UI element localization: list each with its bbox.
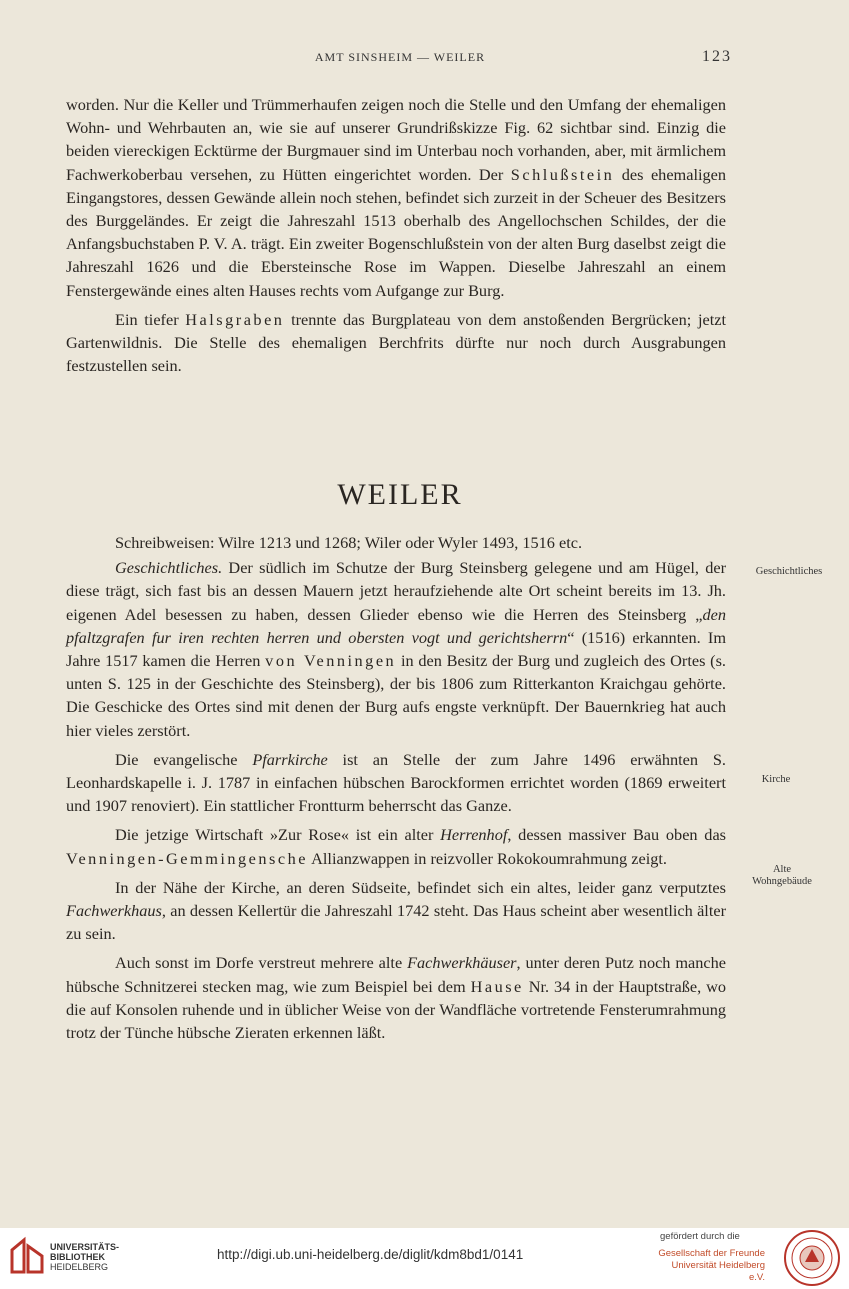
text-run: Nr. 34 in der Hauptstraße, wo die auf Konsolen ruhende und in üblicher Weise von der Wandfläche vortretende Fensterumrahmung trotz der Tünche hübsche Zieraten erkennen läßt.	[66, 976, 727, 1043]
text-run: Die evangelische	[115, 749, 253, 769]
paragraph-spellings: Schreibweisen: Wilre 1213 und 1268; Wiler oder Wyler 1493, 1516 etc.	[115, 533, 583, 552]
library-name-line: UNIVERSITÄTS-	[50, 1242, 120, 1252]
paragraph-inn	[66, 823, 726, 869]
section-heading: WEILER	[337, 478, 463, 511]
running-head: AMT SINSHEIM — WEILER	[314, 50, 486, 64]
permalink-url[interactable]: http://digi.ub.uni-heidelberg.de/diglit/kdm8bd1/0141	[217, 1247, 524, 1262]
sponsor-label: gefördert durch die	[660, 1231, 740, 1242]
text-run: ist an Stelle der zum Jahre 1496 erwähnten S. Leonhardskapelle i. J. 1787 in einfachen hübschen Barockformen errichtet worden (1869 erweitert und 1907 renoviert). Ein stattlicher Frontturm beherrscht das Ganze.	[66, 749, 726, 816]
paragraph-history	[66, 556, 726, 742]
text-run: Ein tiefer	[115, 309, 186, 329]
sponsor-line: Universität Heidelberg e.V.	[671, 1260, 765, 1283]
spaced-term-hause: Hause	[470, 976, 524, 996]
text-run: Der südlich im Schutze der Burg Steinsberg gelegene und am Hügel, der diese trägt, sich fast bis an dessen Mauern jetzt heraufziehende alte Ort scheint bereits im 13. Jh. eigenen Adel besessen zu haben, dessen Glieder ebenso wie die Herren des Steinsberg „	[66, 558, 726, 624]
spaced-term-venningen: von Venningen	[265, 651, 397, 671]
body-text-top	[66, 93, 726, 377]
text-run: Allianzwappen in reizvoller Rokokoumrahmung zeigt.	[307, 848, 667, 868]
text-run: trennte das Burgplateau von dem anstoßenden Bergrücken; jetzt Gartenwildnis. Die Stelle des ehemaligen Berchfrits dürfte nur noch durch Ausgrabungen festzustellen sein.	[66, 309, 727, 376]
university-seal-icon	[783, 1229, 841, 1287]
text-run: , dessen massiver Bau oben das	[507, 825, 727, 845]
page-number: 123	[702, 48, 732, 65]
paragraph-village-houses	[66, 951, 726, 1044]
body-text-weiler	[66, 531, 726, 1044]
spaced-term-venningen-gemmingen: Venningen-Gemmingensche	[66, 848, 308, 868]
university-library-logo-icon[interactable]	[8, 1236, 48, 1276]
term-herrenhof: Herrenhof	[440, 825, 508, 845]
library-name-line: BIBLIOTHEK	[50, 1252, 105, 1262]
quotation: den pfaltzgrafen fur iren rechten herren und obersten vogt und gerichtsherrn	[66, 604, 726, 647]
paragraph-fachwerkhaus	[66, 876, 726, 946]
library-name-line: HEIDELBERG	[50, 1262, 109, 1272]
paragraph-church	[66, 748, 726, 818]
spaced-term-halsgraben: Halsgraben	[185, 309, 285, 329]
text-run: Auch sonst im Dorfe verstreut mehrere alte	[115, 953, 408, 973]
text-run: , an dessen Kellertür die Jahreszahl 1742 steht. Das Haus scheint aber wesentlich älter zu sein.	[66, 901, 726, 944]
text-run: In der Nähe der Kirche, an deren Südseite, befindet sich ein altes, leider ganz verputztes	[115, 877, 726, 897]
spaced-term-schlussstein: Schlußstein	[510, 164, 615, 184]
text-run: Die jetzige Wirtschaft »Zur Rose« ist ein alter	[115, 825, 441, 845]
term-fachwerkhaus: Fachwerkhaus	[66, 901, 162, 921]
sponsor-name[interactable]	[655, 1248, 765, 1284]
text-run: oberhalb des Angellochschen Schildes, der die Anfangsbuchstaben P. V. A. trägt. Ein zweiter Bogenschlußstein von der alten Burg daselbst zeigt die Jahreszahl 1626 und die Ebersteinsche Rose im Wappen. Dieselbe Jahreszahl an einem Fenstergewände eines alten Hauses rechts vom Aufgange zur Burg.	[66, 211, 726, 300]
paragraph-halsgraben	[66, 308, 726, 378]
margin-note-church: Kirche	[761, 774, 791, 785]
library-name	[50, 1242, 119, 1272]
term-pfarrkirche: Pfarrkirche	[252, 749, 328, 769]
subheading-history: Geschichtliches.	[115, 558, 223, 578]
margin-note-old-buildings	[734, 864, 830, 888]
year-numeral: 1513	[363, 211, 396, 231]
margin-note-line: Alte	[772, 864, 792, 875]
footer-bar	[0, 1228, 849, 1289]
margin-note-line: Wohngebäude	[752, 876, 812, 887]
paragraph-castle-remains	[66, 93, 726, 302]
sponsor-line: Gesellschaft der Freunde	[658, 1248, 765, 1259]
margin-note-history: Geschichtliches	[755, 566, 823, 577]
text-run: des ehemaligen Eingangstores, dessen Gewände allein noch stehen, befindet sich zurzeit in der Scheuer des Besitzers des Burggeländes. Er zeigt die Jahreszahl	[66, 164, 726, 231]
text-run: “ (1516) erkannten. Im Jahre 1517 kamen die Herren	[66, 627, 727, 671]
text-run: in den Besitz der Burg und zugleich des Ortes (s. unten S. 125 in der Geschichte des Steinsberg), der bis 1806 zum Ritterkanton Kraichgau gehörte. Die Geschicke des Ortes sind mit denen der Burg aufs engste verknüpft. Der Bauernkrieg hat auch hier vieles zerstört.	[66, 651, 726, 740]
text-run: worden. Nur die Keller und Trümmerhaufen zeigen noch die Stelle und den Umfang der ehemaligen Wohn- und Wehrbauten an, wie sie auf unserer Grundrißskizze Fig. 62 sichtbar sind. Einzig die beiden viereckigen Ecktürme der Burgmauer sind im Unterbau noch vorhanden, aber, mit ärmlichem Fachwerkoberbau versehen, zu Hütten eingerichtet worden. Der	[66, 95, 726, 184]
term-fachwerkhaeuser: Fachwerkhäuser	[407, 953, 517, 973]
text-run: , unter deren Putz noch manche hübsche Schnitzerei stecken mag, wie zum Beispiel bei dem	[66, 953, 726, 996]
